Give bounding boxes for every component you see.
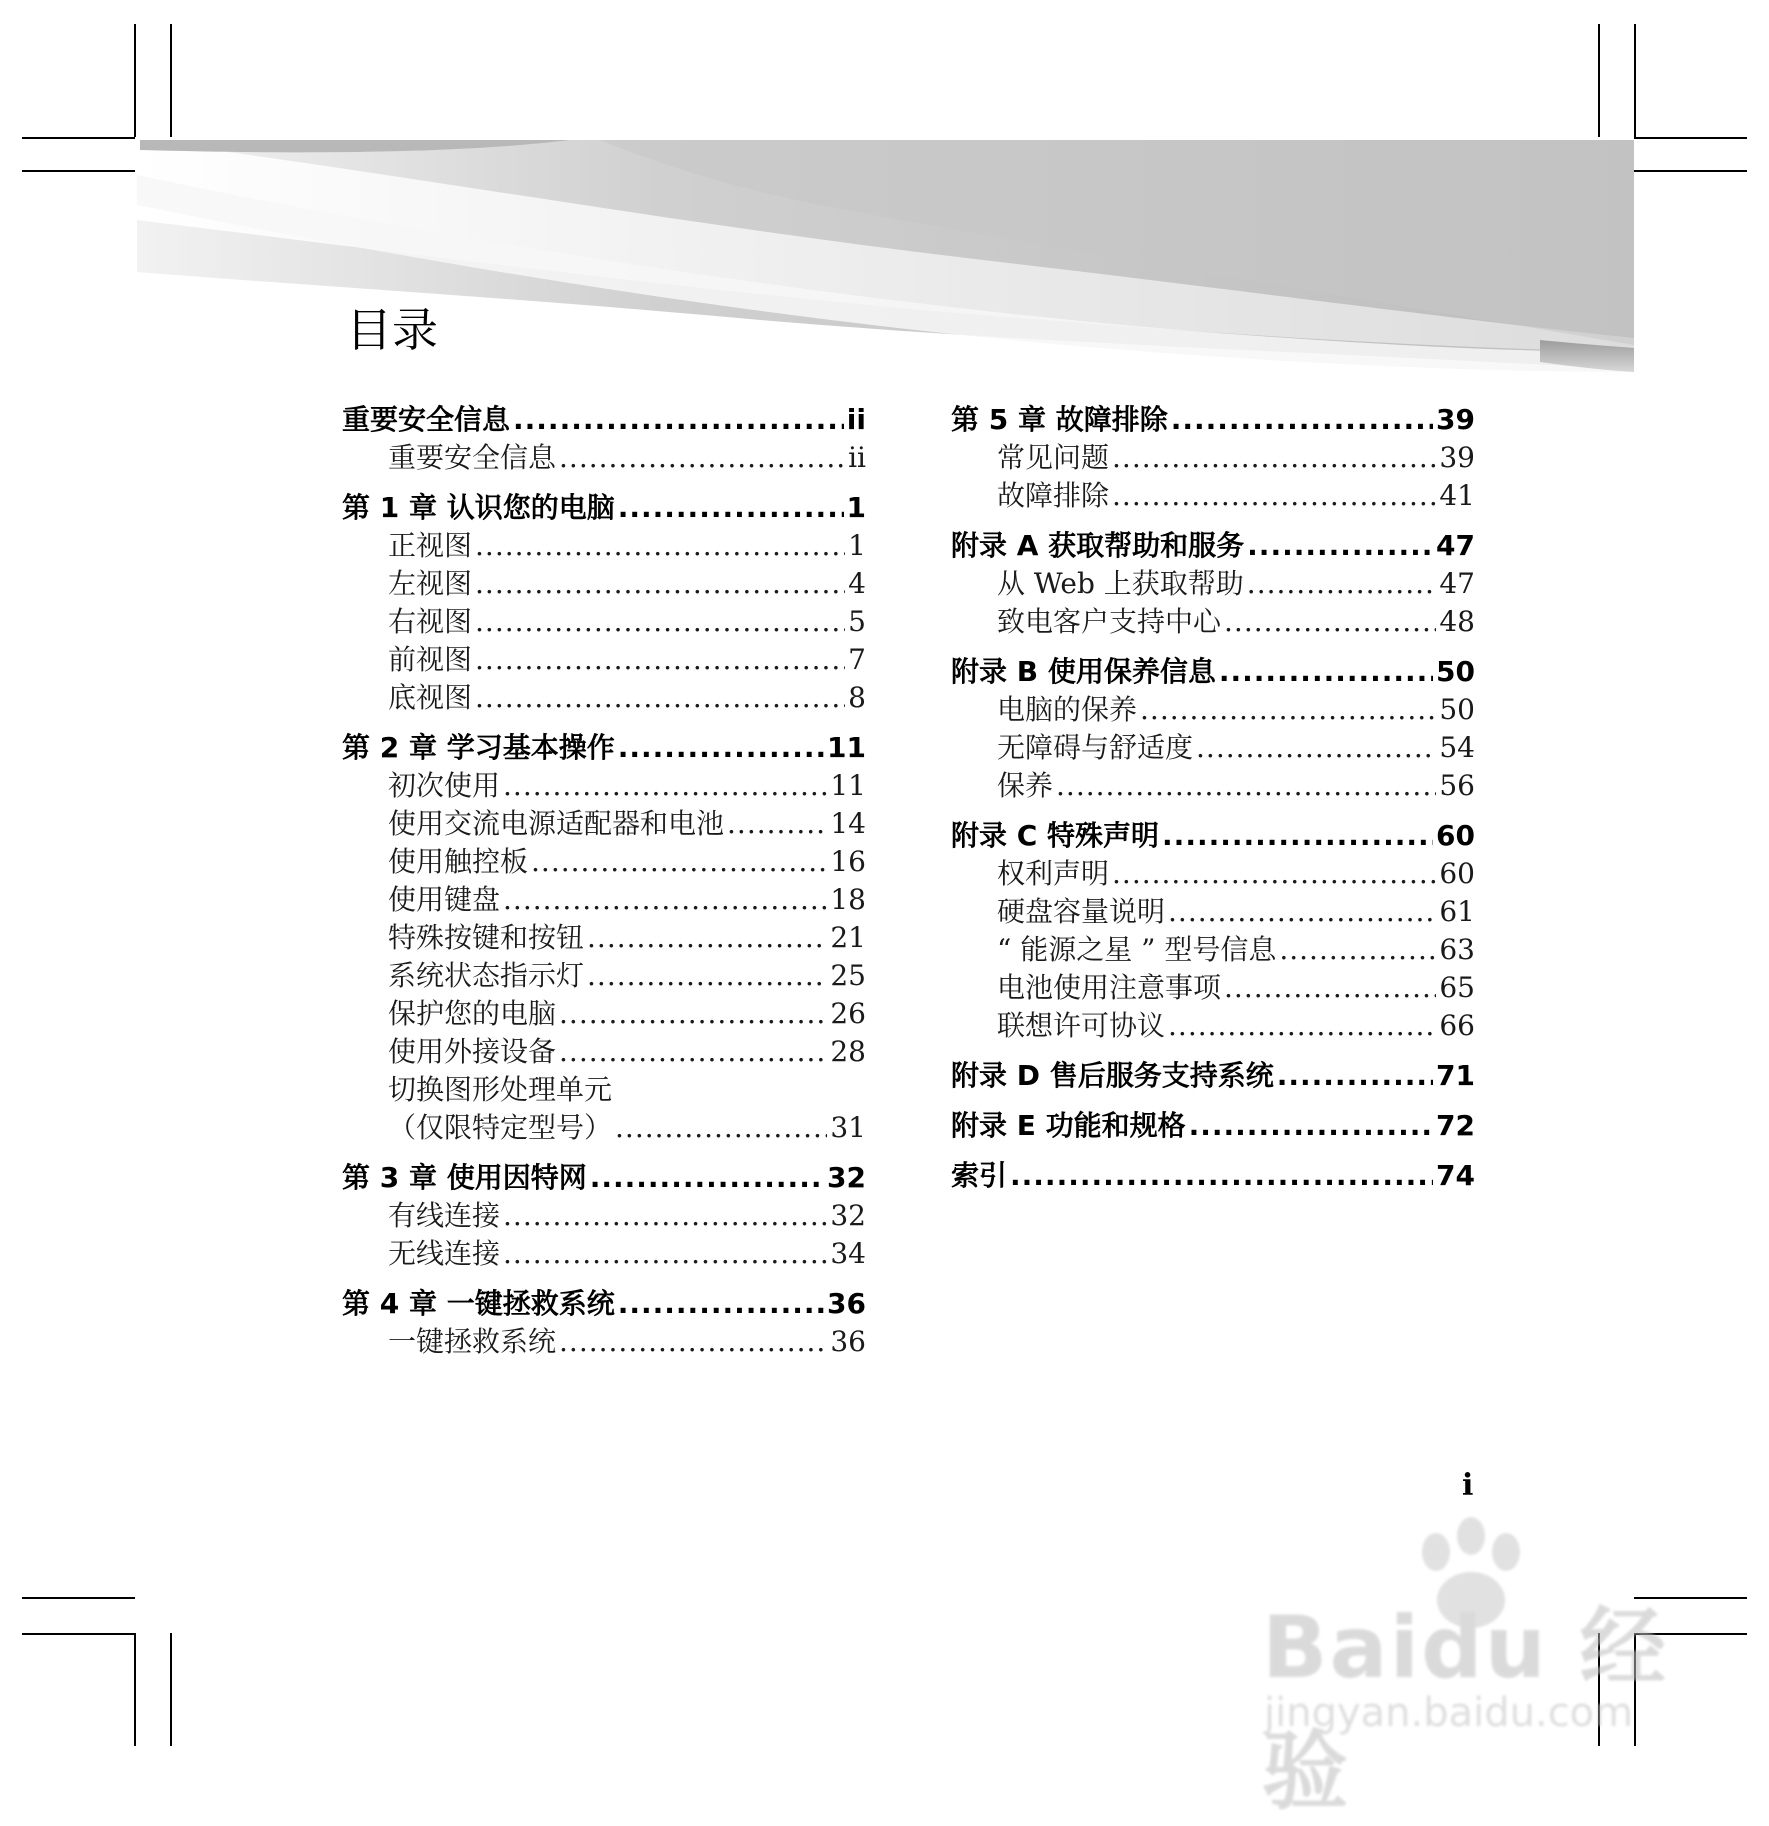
watermark-brand: Baidu 经验 (1262, 1598, 1668, 1822)
toc-entry-row[interactable] (342, 1068, 866, 1106)
toc-entry-page: 11 (830, 769, 866, 802)
dot-leader (1247, 567, 1437, 600)
toc-chapter-page: 74 (1436, 1159, 1475, 1192)
toc-chapter-row[interactable] (342, 726, 866, 764)
toc-entry-title: 电池使用注意事项 (997, 971, 1222, 1004)
toc-chapter-title: 附录 B 使用保养信息 (951, 655, 1216, 688)
crop-mark (134, 1633, 136, 1746)
toc-entry-row[interactable] (342, 1320, 866, 1358)
dot-leader (503, 1199, 827, 1232)
toc-entry-row[interactable] (342, 600, 866, 638)
toc-entry-page: 5 (848, 605, 866, 638)
toc-entry-row[interactable] (951, 726, 1475, 764)
toc-chapter-row[interactable] (342, 1156, 866, 1194)
toc-entry-page: 4 (848, 567, 866, 600)
toc-chapter-title: 索引 (951, 1159, 1008, 1192)
toc-chapter-page: 36 (827, 1287, 866, 1320)
dot-leader (1112, 441, 1436, 474)
toc-entry-row[interactable] (342, 436, 866, 474)
toc-entry-row[interactable] (951, 688, 1475, 726)
toc-entry-row[interactable] (342, 1030, 866, 1068)
toc-entry-row[interactable] (951, 764, 1475, 802)
toc-entry-page: 66 (1439, 1009, 1475, 1042)
page-number: i (1462, 1468, 1474, 1503)
dot-leader (587, 921, 827, 954)
dot-leader (559, 997, 827, 1030)
toc-chapter-page: 47 (1436, 529, 1475, 562)
dot-leader (531, 845, 827, 878)
toc-entry-row[interactable] (951, 600, 1475, 638)
dot-leader (1056, 769, 1436, 802)
toc-entry-title: 使用交流电源适配器和电池 (388, 807, 725, 840)
toc-entry-title: 切换图形处理单元 (388, 1073, 613, 1106)
toc-entry-row[interactable] (951, 1004, 1475, 1042)
dot-leader (587, 959, 827, 992)
dot-leader (1010, 1159, 1433, 1192)
toc-entry-row[interactable] (342, 878, 866, 916)
dot-leader (559, 441, 845, 474)
dot-leader (618, 731, 824, 764)
toc-entry-title: 权利声明 (997, 857, 1110, 890)
dot-leader (1168, 895, 1436, 928)
toc-entry-page: 31 (830, 1111, 866, 1144)
toc-section (342, 726, 866, 1144)
toc-chapter-title: 附录 D 售后服务支持系统 (951, 1059, 1274, 1092)
toc-entry-row[interactable] (951, 852, 1475, 890)
toc-chapter-row[interactable] (951, 524, 1475, 562)
toc-entry-title: 重要安全信息 (388, 441, 557, 474)
toc-chapter-page: 72 (1436, 1109, 1475, 1142)
toc-entry-page: 16 (830, 845, 866, 878)
toc-chapter-title: 附录 A 获取帮助和服务 (951, 529, 1245, 562)
dot-leader (475, 643, 845, 676)
dot-leader (1279, 933, 1436, 966)
dot-leader (559, 1325, 827, 1358)
toc-chapter-page: 39 (1436, 403, 1475, 436)
toc-entry-page: 7 (848, 643, 866, 676)
toc-chapter-page: 1 (846, 491, 866, 524)
toc-entry-title: 保护您的电脑 (388, 997, 557, 1030)
dot-leader (1219, 655, 1433, 688)
toc-entry-page: ii (848, 441, 866, 474)
toc-entry-title: 使用触控板 (388, 845, 529, 878)
toc-entry-page: 50 (1439, 693, 1475, 726)
toc-entry-page: 48 (1439, 605, 1475, 638)
toc-chapter-row[interactable] (342, 398, 866, 436)
toc-section (951, 650, 1475, 802)
crop-mark (170, 1633, 172, 1746)
toc-entry-page: 39 (1439, 441, 1475, 474)
dot-leader (1112, 479, 1436, 512)
toc-entry-title: “ 能源之星 ” 型号信息 (997, 933, 1277, 966)
toc-entry-row[interactable] (342, 524, 866, 562)
watermark (1258, 1520, 1678, 1822)
toc-chapter-title: 第 1 章 认识您的电脑 (342, 491, 615, 524)
toc-entry-page: 41 (1439, 479, 1475, 512)
toc-entry-title: 初次使用 (388, 769, 501, 802)
toc-entry-row[interactable] (342, 638, 866, 676)
dot-leader (1171, 403, 1433, 436)
toc-entry-title: 正视图 (388, 529, 473, 562)
toc-entry-title: 特殊按键和按钮 (388, 921, 585, 954)
dot-leader (1224, 605, 1436, 638)
toc-section (342, 1282, 866, 1358)
dot-leader (618, 491, 844, 524)
dot-leader (1196, 731, 1436, 764)
dot-leader (475, 605, 845, 638)
toc-entry-row[interactable] (342, 562, 866, 600)
dot-leader (615, 1111, 827, 1144)
toc-entry-page: 26 (830, 997, 866, 1030)
toc-entry-row[interactable] (342, 1232, 866, 1270)
dot-leader (618, 1287, 824, 1320)
toc-entry-page: 47 (1439, 567, 1475, 600)
toc-entry-row[interactable] (342, 802, 866, 840)
toc-entry-title: 联想许可协议 (997, 1009, 1166, 1042)
toc-entry-title: 硬盘容量说明 (997, 895, 1166, 928)
toc-entry-title: 左视图 (388, 567, 473, 600)
toc-chapter-page: 71 (1436, 1059, 1475, 1092)
toc-chapter-row[interactable] (342, 486, 866, 524)
toc-entry-row[interactable] (342, 992, 866, 1030)
toc-section (342, 1156, 866, 1270)
dot-leader (503, 883, 827, 916)
dot-leader (513, 403, 844, 436)
toc-entry-page: 60 (1439, 857, 1475, 890)
dot-leader (1168, 1009, 1436, 1042)
toc-entry-page: 14 (830, 807, 866, 840)
toc-section (951, 398, 1475, 512)
toc-entry-title: 保养 (997, 769, 1054, 802)
toc-chapter-page: 11 (827, 731, 866, 764)
toc-entry-title: 无障碍与舒适度 (997, 731, 1194, 764)
toc-left-column (342, 398, 866, 1370)
toc-entry-title: 前视图 (388, 643, 473, 676)
toc-entry-page: 54 (1439, 731, 1475, 764)
toc-entry-row[interactable] (342, 840, 866, 878)
toc-entry-title: 致电客户支持中心 (997, 605, 1222, 638)
dot-leader (590, 1161, 824, 1194)
toc-entry-page: 34 (830, 1237, 866, 1270)
toc-entry-title: 常见问题 (997, 441, 1110, 474)
toc-entry-row[interactable] (951, 966, 1475, 1004)
crop-mark (22, 1633, 135, 1635)
dot-leader (503, 769, 827, 802)
toc-entry-page: 56 (1439, 769, 1475, 802)
toc-entry-title: 无线连接 (388, 1237, 501, 1270)
toc-entry-title-continued: （仅限特定型号） (388, 1111, 613, 1144)
toc-section (951, 1104, 1475, 1142)
dot-leader (727, 807, 827, 840)
toc-chapter-row[interactable] (951, 1104, 1475, 1142)
dot-leader (1277, 1059, 1433, 1092)
toc-chapter-row[interactable] (951, 1154, 1475, 1192)
toc-entry-page: 8 (848, 681, 866, 714)
toc-chapter-row[interactable] (342, 1282, 866, 1320)
dot-leader (475, 529, 845, 562)
toc-entry-row[interactable] (951, 562, 1475, 600)
toc-entry-page: 1 (848, 529, 866, 562)
toc-chapter-page: ii (846, 403, 866, 436)
toc-chapter-title: 附录 C 特殊声明 (951, 819, 1160, 852)
dot-leader (475, 681, 845, 714)
toc-chapter-title: 附录 E 功能和规格 (951, 1109, 1186, 1142)
watermark-site: jingyan.baidu.com (1264, 1690, 1634, 1736)
toc-section (951, 1054, 1475, 1092)
toc-entry-title: 故障排除 (997, 479, 1110, 512)
toc-entry-row[interactable] (342, 764, 866, 802)
dot-leader (1162, 819, 1433, 852)
toc-entry-title: 使用外接设备 (388, 1035, 557, 1068)
toc-chapter-page: 60 (1436, 819, 1475, 852)
toc-entry-row[interactable] (342, 676, 866, 714)
toc-chapter-page: 32 (827, 1161, 866, 1194)
dot-leader (1140, 693, 1436, 726)
toc-entry-page: 61 (1439, 895, 1475, 928)
toc-entry-page: 65 (1439, 971, 1475, 1004)
toc-right-column (951, 398, 1475, 1204)
dot-leader (559, 1035, 827, 1068)
toc-entry-title: 从 Web 上获取帮助 (997, 567, 1244, 600)
page-title: 目录 (346, 303, 438, 357)
toc-chapter-title: 第 4 章 一键拯救系统 (342, 1287, 615, 1320)
toc-chapter-row[interactable] (951, 1054, 1475, 1092)
toc-entry-page: 18 (830, 883, 866, 916)
toc-entry-title: 底视图 (388, 681, 473, 714)
toc-chapter-title: 重要安全信息 (342, 403, 511, 436)
toc-chapter-title: 第 5 章 故障排除 (951, 403, 1168, 436)
toc-chapter-title: 第 3 章 使用因特网 (342, 1161, 587, 1194)
toc-entry-title: 系统状态指示灯 (388, 959, 585, 992)
toc-section (342, 398, 866, 474)
toc-chapter-page: 50 (1436, 655, 1475, 688)
toc-entry-row[interactable] (342, 1194, 866, 1232)
toc-chapter-row[interactable] (951, 814, 1475, 852)
toc-section (951, 524, 1475, 638)
toc-chapter-title: 第 2 章 学习基本操作 (342, 731, 615, 764)
crop-mark (22, 1597, 135, 1599)
toc-entry-row-continued[interactable] (342, 1106, 866, 1144)
toc-entry-title: 电脑的保养 (997, 693, 1138, 726)
dot-leader (503, 1237, 827, 1270)
toc-entry-row[interactable] (951, 928, 1475, 966)
dot-leader (1189, 1109, 1433, 1142)
dot-leader (1247, 529, 1433, 562)
toc-entry-row[interactable] (342, 916, 866, 954)
toc-entry-title: 一键拯救系统 (388, 1325, 557, 1358)
toc-entry-page: 63 (1439, 933, 1475, 966)
toc-chapter-row[interactable] (951, 650, 1475, 688)
toc-entry-row[interactable] (951, 436, 1475, 474)
dot-leader (1224, 971, 1436, 1004)
toc-section (342, 486, 866, 714)
toc-entry-title: 有线连接 (388, 1199, 501, 1232)
toc-entry-page: 28 (830, 1035, 866, 1068)
dot-leader (1112, 857, 1436, 890)
toc-entry-page: 25 (830, 959, 866, 992)
toc-entry-page: 21 (830, 921, 866, 954)
toc-entry-row[interactable] (951, 890, 1475, 928)
toc-entry-row[interactable] (951, 474, 1475, 512)
header-swoosh-banner (0, 0, 1769, 420)
toc-entry-page: 36 (830, 1325, 866, 1358)
dot-leader (475, 567, 845, 600)
toc-section (951, 1154, 1475, 1192)
toc-entry-row[interactable] (342, 954, 866, 992)
toc-chapter-row[interactable] (951, 398, 1475, 436)
toc-entry-page: 32 (830, 1199, 866, 1232)
toc-section (951, 814, 1475, 1042)
toc-entry-title: 使用键盘 (388, 883, 501, 916)
toc-entry-title: 右视图 (388, 605, 473, 638)
